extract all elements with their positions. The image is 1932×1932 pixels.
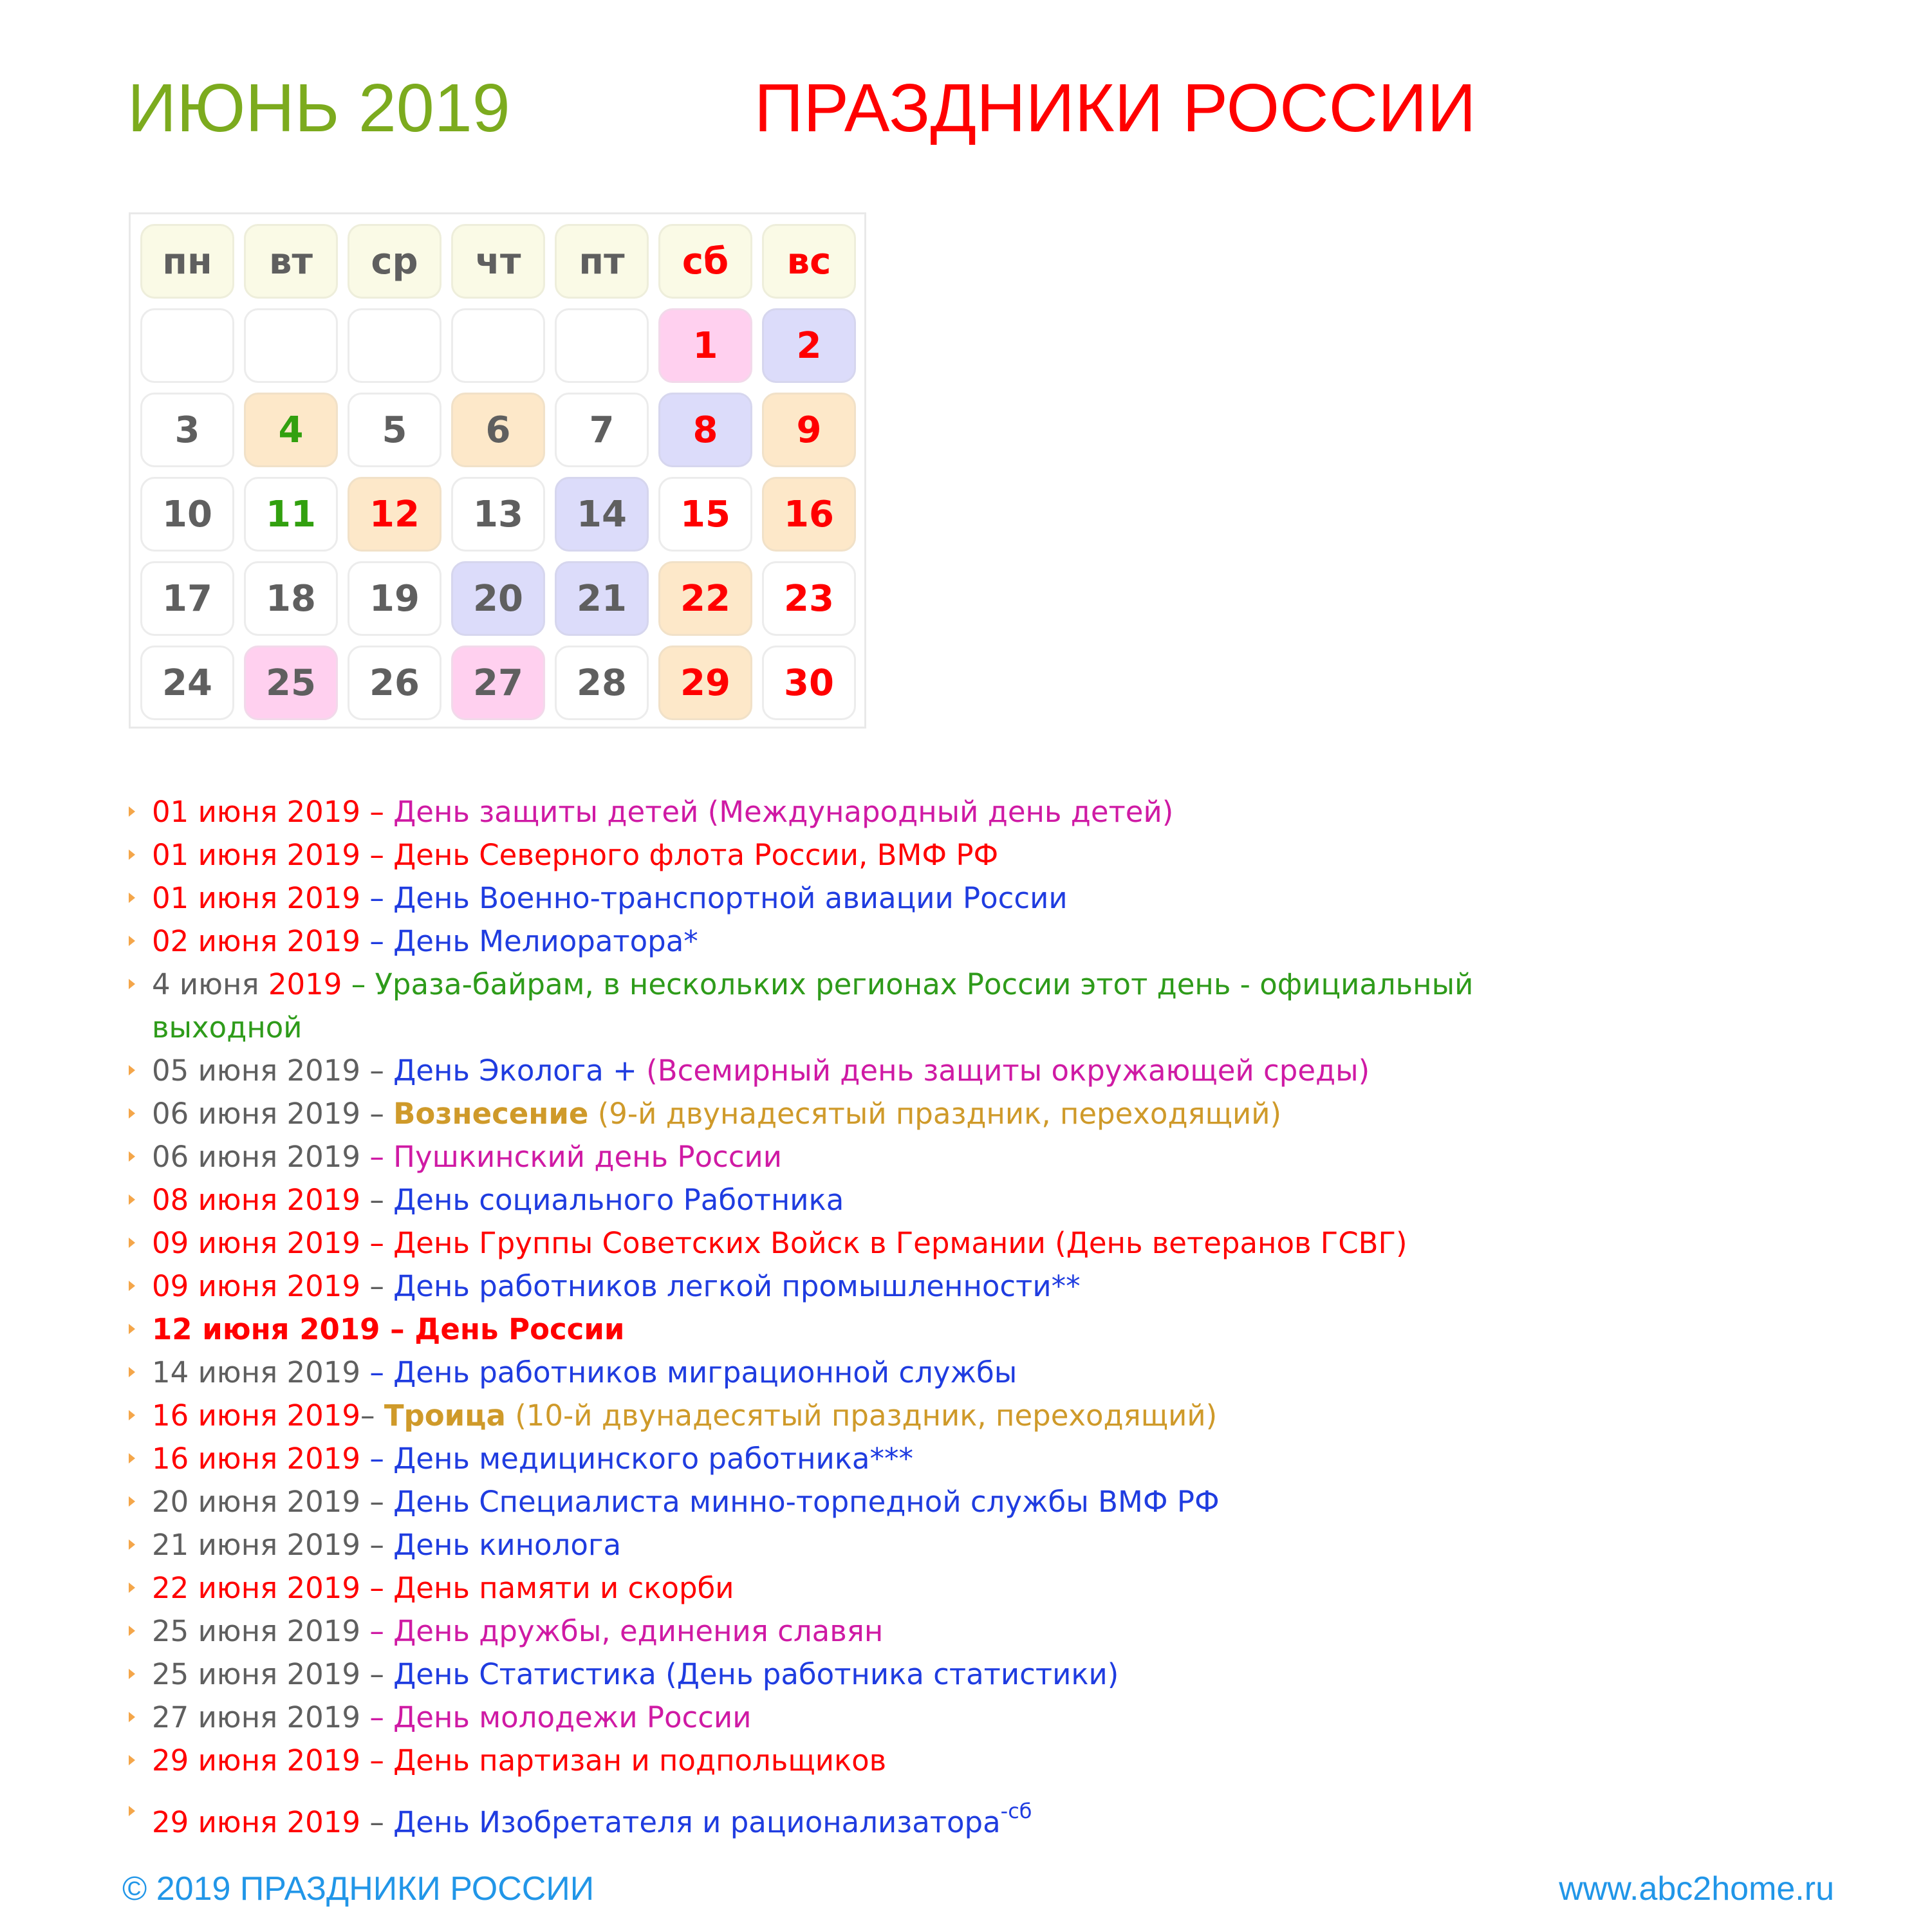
holiday-text: Вознесение [393,1097,589,1131]
holiday-item [127,1480,1563,1523]
holiday-date: 22 июня 2019 [152,1571,361,1605]
holiday-text: День социального Работника [393,1183,844,1217]
day-cell: 8 [658,393,752,467]
holiday-text: – [360,1805,394,1839]
day-cell: 21 [555,561,649,636]
day-cell: 24 [140,646,234,720]
weekday-header: пт [555,224,649,299]
day-cell: 25 [244,646,338,720]
holiday-date: 25 июня 2019 [152,1657,361,1691]
bullet-arrow-icon [129,1669,135,1679]
holiday-item [127,1221,1563,1265]
holiday-text: День защиты детей (Международный день детей) [393,795,1174,829]
day-cell: 1 [658,308,752,383]
day-cell: 20 [451,561,545,636]
bullet-arrow-icon [129,1367,135,1377]
holiday-text: – [360,795,394,829]
weekday-header: пн [140,224,234,299]
holiday-item [127,963,1563,1049]
empty-day-cell [451,308,545,383]
bullet-arrow-icon [129,1712,135,1722]
holiday-item [127,1437,1563,1480]
weekday-header: сб [658,224,752,299]
day-cell: 29 [658,646,752,720]
bullet-arrow-icon [129,806,135,817]
holiday-text: – [360,1054,394,1088]
holiday-text: – [360,1700,394,1734]
day-cell: 22 [658,561,752,636]
bullet-arrow-icon [129,1324,135,1334]
holiday-text: – [360,1614,394,1648]
holiday-text: – [360,1183,394,1217]
weekday-header: ср [348,224,441,299]
empty-day-cell [140,308,234,383]
day-cell: 10 [140,477,234,552]
holiday-text: 2019 [268,967,342,1001]
day-cell: 2 [762,308,856,383]
day-cell: 6 [451,393,545,467]
bullet-arrow-icon [129,1410,135,1420]
day-cell: 26 [348,646,441,720]
day-cell: 5 [348,393,441,467]
holiday-text: -сб [1000,1799,1032,1823]
holiday-item [127,1739,1563,1782]
holiday-text: – [360,1097,394,1131]
day-cell: 4 [244,393,338,467]
weekday-header: вс [762,224,856,299]
holiday-item [127,1178,1563,1221]
bullet-arrow-icon [129,1496,135,1507]
holiday-text: День работников легкой промышленности** [393,1269,1081,1303]
holiday-text: – [360,1743,394,1778]
day-cell: 18 [244,561,338,636]
month-title: ИЮНЬ 2019 [127,70,510,146]
holiday-item [127,1351,1563,1394]
holiday-date: 09 июня 2019 [152,1226,361,1260]
day-cell: 11 [244,477,338,552]
bullet-arrow-icon [129,850,135,860]
day-cell: 13 [451,477,545,552]
holiday-date: 27 июня 2019 [152,1700,361,1734]
bullet-arrow-icon [129,1453,135,1463]
bullet-arrow-icon [129,1583,135,1593]
holiday-text: День Северного флота России, ВМФ РФ [393,838,999,872]
holiday-text: День Военно-транспортной авиации России [393,881,1068,915]
holiday-text: День работников миграционной службы [393,1355,1017,1389]
holiday-text: День Специалиста минно-торпедной службы ВМФ РФ [393,1485,1220,1519]
day-cell: 3 [140,393,234,467]
holiday-text: – [360,1528,394,1562]
bullet-arrow-icon [129,893,135,903]
bullet-arrow-icon [129,1238,135,1248]
holiday-text: День Группы Советских Войск в Германии (День ветеранов ГСВГ) [393,1226,1407,1260]
holiday-text: – [360,1571,394,1605]
bullet-arrow-icon [129,1108,135,1119]
holiday-text: – [360,924,394,958]
holiday-date: 29 июня 2019 [152,1743,361,1778]
holiday-item [127,1049,1563,1092]
day-cell: 19 [348,561,441,636]
holiday-date: 12 июня 2019 – День России [152,1312,625,1346]
holiday-text: Пушкинский день России [393,1140,783,1174]
day-cell: 28 [555,646,649,720]
bullet-arrow-icon [129,1626,135,1636]
holiday-text: (10-й двунадесятый праздник, переходящий) [505,1398,1218,1433]
bullet-arrow-icon [129,1151,135,1162]
holiday-date: 16 июня 2019 [152,1398,361,1433]
holiday-date: 05 июня 2019 [152,1054,361,1088]
bullet-arrow-icon [129,936,135,946]
holiday-text: День медицинского работника*** [393,1442,913,1476]
holiday-item [127,1653,1563,1696]
day-cell: 27 [451,646,545,720]
day-cell: 12 [348,477,441,552]
empty-day-cell [244,308,338,383]
holiday-text: (9-й двунадесятый праздник, переходящий) [588,1097,1282,1131]
holiday-date: 01 июня 2019 [152,795,361,829]
day-cell: 7 [555,393,649,467]
holiday-item [127,1092,1563,1135]
holiday-item [127,833,1563,877]
month-calendar [129,212,866,729]
holiday-text: – [342,967,375,1001]
footer-copyright: © 2019 ПРАЗДНИКИ РОССИИ [122,1870,595,1908]
holiday-item [127,1308,1563,1351]
holiday-date: 29 июня 2019 [152,1805,361,1839]
holiday-text: – [360,1398,384,1433]
holiday-item [127,790,1563,833]
holiday-text: День Статистика (День работника статистики) [393,1657,1119,1691]
holiday-text: – [360,1485,394,1519]
empty-day-cell [348,308,441,383]
holiday-list [127,790,1563,1844]
holiday-text: День Изобретателя и рационализатора [393,1805,1001,1839]
holiday-date: 06 июня 2019 [152,1140,361,1174]
day-cell: 17 [140,561,234,636]
holiday-text: Ураза-байрам, в нескольких регионах России этот день - официальный выходной [152,967,1474,1045]
holiday-text: День партизан и подпольщиков [393,1743,887,1778]
weekday-header: вт [244,224,338,299]
holiday-date: 06 июня 2019 [152,1097,361,1131]
footer-site-link[interactable]: www.abc2home.ru [1559,1870,1834,1908]
holiday-item [127,1523,1563,1566]
bullet-arrow-icon [129,1194,135,1205]
holiday-text: – [360,1442,394,1476]
holiday-text: – [360,1657,394,1691]
holiday-text: Троица [384,1398,506,1433]
holiday-item [127,1696,1563,1739]
holiday-date: 25 июня 2019 [152,1614,361,1648]
day-cell: 16 [762,477,856,552]
empty-day-cell [555,308,649,383]
holiday-text: – [360,1226,394,1260]
holiday-item [127,1265,1563,1308]
day-cell: 23 [762,561,856,636]
holiday-text: День Мелиоратора* [393,924,698,958]
holiday-text: – [360,1140,394,1174]
day-cell: 15 [658,477,752,552]
holiday-item [127,1790,1563,1844]
holiday-item [127,920,1563,963]
bullet-arrow-icon [129,1281,135,1291]
holiday-date: 20 июня 2019 [152,1485,361,1519]
holiday-item [127,1566,1563,1610]
bullet-arrow-icon [129,1065,135,1075]
holiday-text: День памяти и скорби [393,1571,734,1605]
holiday-item [127,877,1563,920]
holiday-text: – [360,1355,394,1389]
holiday-date: 02 июня 2019 [152,924,361,958]
holiday-date: 16 июня 2019 [152,1442,361,1476]
holiday-date: 09 июня 2019 [152,1269,361,1303]
holiday-text: День кинолога [393,1528,622,1562]
bullet-arrow-icon [129,1755,135,1765]
holiday-text: (Всемирный день защиты окружающей среды) [646,1054,1370,1088]
holiday-date: 08 июня 2019 [152,1183,361,1217]
holiday-date: 01 июня 2019 [152,881,361,915]
bullet-arrow-icon [129,1806,135,1816]
holiday-date: 21 июня 2019 [152,1528,361,1562]
day-cell: 14 [555,477,649,552]
holiday-item [127,1135,1563,1178]
day-cell: 9 [762,393,856,467]
weekday-header: чт [451,224,545,299]
day-cell: 30 [762,646,856,720]
holiday-text: День Эколога + [393,1054,647,1088]
holiday-date: 14 июня 2019 [152,1355,361,1389]
site-title: ПРАЗДНИКИ РОССИИ [754,70,1476,146]
bullet-arrow-icon [129,979,135,989]
holiday-text: – [360,1269,394,1303]
holiday-item [127,1394,1563,1437]
holiday-text: День дружбы, единения славян [393,1614,884,1648]
holiday-text: – [360,881,394,915]
holiday-text: День молодежи России [393,1700,752,1734]
holiday-date: 01 июня 2019 [152,838,361,872]
holiday-date: 4 июня [152,967,268,1001]
holiday-item [127,1610,1563,1653]
holiday-text: – [360,838,394,872]
bullet-arrow-icon [129,1539,135,1550]
